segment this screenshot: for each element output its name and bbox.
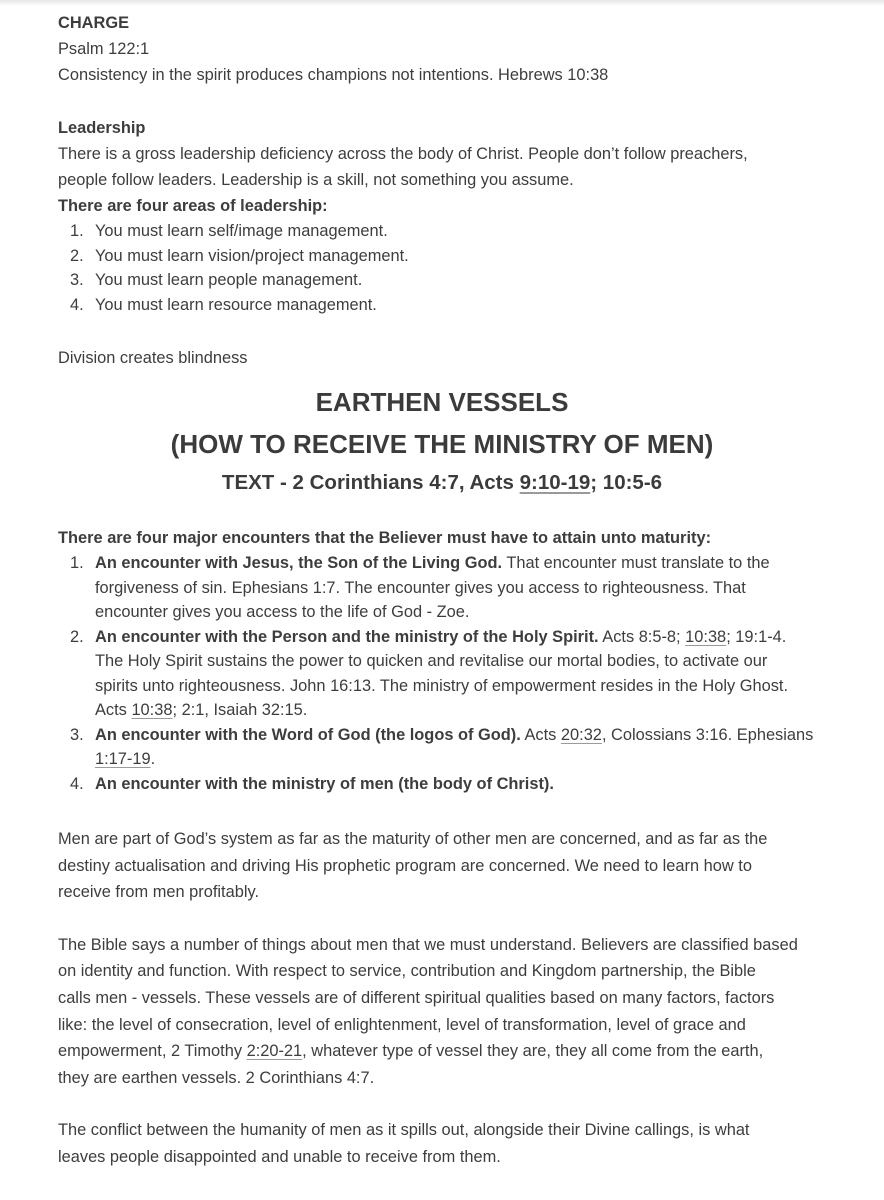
leadership-areas-list [58,219,848,317]
list-item-text: You must learn vision/project management. [95,246,409,265]
division-note: Division creates blindness [58,349,248,367]
encounter-text: ; 19:1-4. [726,627,787,646]
list-number: 1. [70,554,84,572]
sermon-text-reference [0,465,884,501]
encounter-text: ; 2:1, Isaiah 32:15. [172,701,308,719]
scripture-link[interactable]: 20:32 [560,725,602,744]
list-item [58,551,848,625]
list-item [58,268,848,293]
spacer [58,501,848,525]
text-reference-suffix: ; 10:5-6 [590,471,663,494]
paragraph-line: leaves people disappointed and unable to receive from them. [58,1147,501,1166]
document-page [58,10,848,1171]
encounter-text: . [150,750,156,768]
list-number: 4. [70,774,84,793]
list-number: 2. [70,627,84,646]
scripture-link[interactable]: 10:38 [685,627,727,646]
paragraph-line: The Bible says a number of things about men that we must understand. Believers are classified based [58,935,798,954]
paragraph-line: receive from men profitably. [58,883,260,902]
list-item-text: You must learn self/image management. [95,222,388,240]
sermon-title: EARTHEN VESSELS [315,387,569,417]
encounter-text: encounter gives you access to the life of God - Zoe. [95,603,470,621]
list-number: 3. [70,725,84,744]
leadership-areas-heading: There are four areas of leadership: [58,197,328,215]
paragraph-line: calls men - vessels. These vessels are of different spiritual qualities based on many factors, factors [58,988,775,1007]
charge-title: CHARGE [58,14,130,32]
encounter-text: Acts [520,725,561,744]
paragraph-line [58,1038,848,1065]
list-number: 4. [70,295,84,314]
leadership-para-line: people follow leaders. Leadership is a skill, not something you assume. [58,171,574,189]
list-item [58,772,848,797]
list-number: 1. [70,222,84,240]
list-item [58,244,848,269]
charge-scripture: Psalm 122:1 [58,40,150,58]
encounter-text: forgiveness of sin. Ephesians 1:7. The encounter gives you access to righteousness. That [95,578,746,597]
sermon-subtitle: (HOW TO RECEIVE THE MINISTRY OF MEN) [170,429,714,459]
encounter-title: An encounter with the ministry of men (the body of Christ). [95,774,554,793]
charge-statement: Consistency in the spirit produces champions not intentions. Hebrews 10:38 [58,66,609,84]
encounters-heading: There are four major encounters that the Believer must have to attain unto maturity: [58,529,712,547]
paragraph-line: they are earthen vessels. 2 Corinthians 4:7. [58,1068,375,1087]
spacer [58,371,848,381]
leadership-para-line: There is a gross leadership deficiency across the body of Christ. People don’t follow preachers, [58,145,748,163]
list-number: 2. [70,246,84,265]
sermon-heading [0,381,884,501]
list-item-text: You must learn resource management. [95,295,377,314]
encounter-text: , Colossians 3:16. Ephesians [601,725,814,744]
scripture-link[interactable]: 2:20-21 [246,1042,303,1061]
encounter-text: spirits unto righteousness. John 16:13. The ministry of empowerment resides in the Holy Ghost. [95,676,788,695]
spacer [58,796,848,826]
spacer [58,906,848,932]
encounter-text: Acts 8:5-8; [598,627,686,646]
top-edge-shadow [0,0,884,6]
scripture-link[interactable]: 10:38 [131,701,173,719]
list-item [58,219,848,244]
list-item [58,625,848,723]
encounter-title: An encounter with the Word of God (the logos of God). [95,725,521,744]
encounter-text: Acts [95,701,132,719]
list-item-text: You must learn people management. [95,271,363,289]
paragraph-line: The conflict between the humanity of men as it spills out, alongside their Divine callings, is what [58,1121,750,1140]
scripture-link[interactable]: 9:10-19 [519,471,591,494]
encounters-list [58,551,848,796]
leadership-title: Leadership [58,119,146,137]
encounter-title: An encounter with Jesus, the Son of the Living God. [95,554,503,572]
paragraph-text: empowerment, 2 Timothy [58,1042,247,1061]
paragraph-line: Men are part of God’s system as far as the maturity of other men are concerned, and as far as the [58,830,768,848]
paragraph-conflict [58,1117,848,1170]
encounter-text: That encounter must translate to the [502,554,770,572]
list-item [58,723,848,772]
paragraph-vessels [58,932,848,1092]
encounter-title: An encounter with the Person and the ministry of the Holy Spirit. [95,627,599,646]
paragraph-men-in-gods-system [58,826,848,906]
paragraph-line: like: the level of consecration, level of enlightenment, level of transformation, level of grace and [58,1015,746,1034]
paragraph-text: , whatever type of vessel they are, they all come from the earth, [302,1042,764,1061]
spacer [58,1091,848,1117]
paragraph-line: destiny actualisation and driving His prophetic program are concerned. We need to learn how to [58,856,752,875]
spacer [58,88,848,115]
scripture-link[interactable]: 1:17-19 [95,750,151,768]
list-number: 3. [70,271,84,289]
spacer [58,317,848,345]
text-reference-prefix: TEXT - 2 Corinthians 4:7, Acts [221,471,520,494]
list-item [58,293,848,318]
paragraph-line: on identity and function. With respect to service, contribution and Kingdom partnership, the Bible [58,962,756,981]
encounter-text: The Holy Spirit sustains the power to quicken and revitalise our mortal bodies, to activate our [95,652,768,670]
